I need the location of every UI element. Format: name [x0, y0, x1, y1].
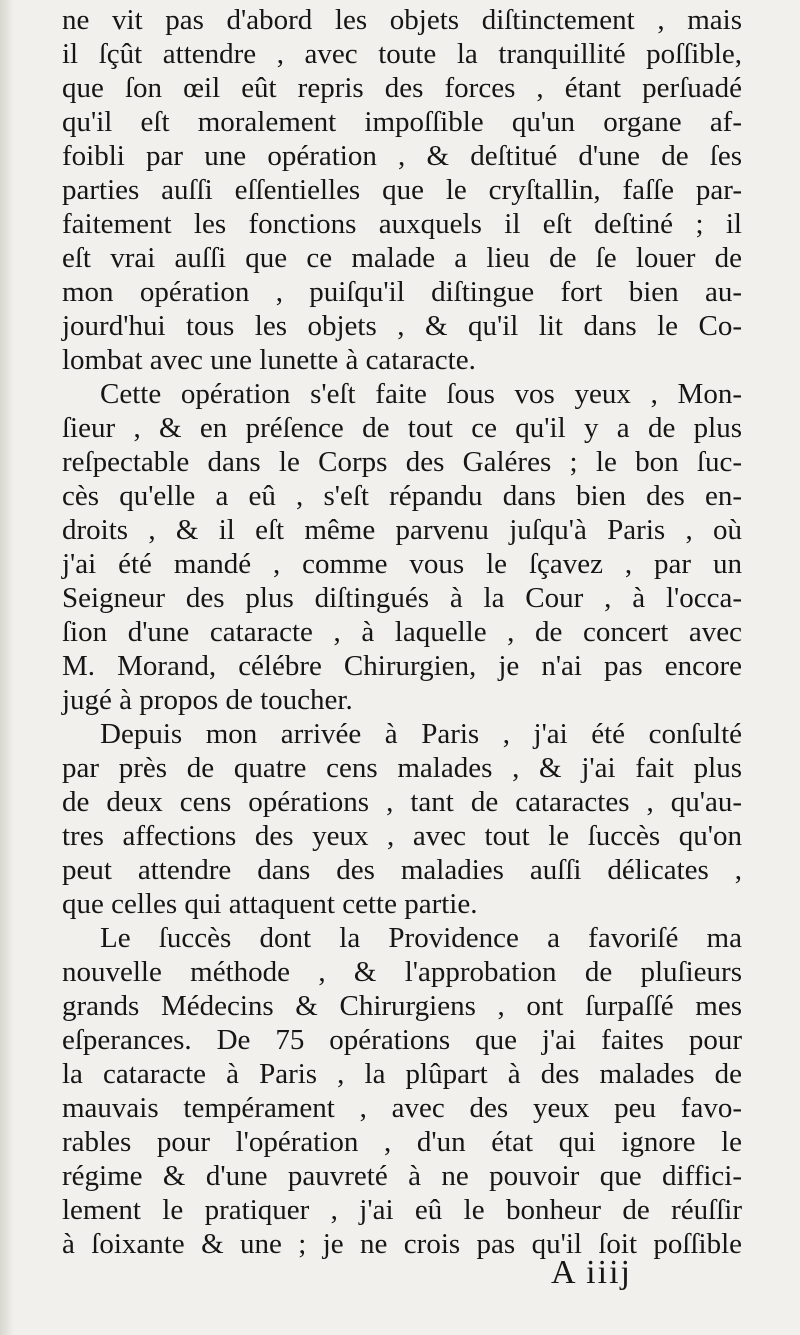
- text-line: faitement les fonctions auxquels il eſt deſtiné ; il: [62, 208, 742, 240]
- text-line: nouvelle méthode , & l'approbation de pluſieurs: [62, 956, 742, 988]
- text-line: mauvais tempérament , avec des yeux peu favo-: [62, 1092, 742, 1124]
- paragraph-3: [62, 717, 742, 921]
- text-line: foibli par une opération , & deſtitué d'une de ſes: [62, 140, 742, 172]
- paragraph-4: [62, 921, 742, 1261]
- text-line: j'ai été mandé , comme vous le ſçavez , par un: [62, 548, 742, 580]
- text-line: reſpectable dans le Corps des Galéres ; le bon ſuc-: [62, 446, 742, 478]
- text-line: que ſon œil eût repris des forces , étant perſuadé: [62, 72, 742, 104]
- text-line: mon opération , puiſqu'il diſtingue fort bien au-: [62, 276, 742, 308]
- text-line: lement le pratiquer , j'ai eû le bonheur de réuſſir: [62, 1194, 742, 1226]
- text-line: grands Médecins & Chirurgiens , ont ſurpaſſé mes: [62, 990, 742, 1022]
- text-line: peut attendre dans des maladies auſſi délicates ,: [62, 854, 742, 886]
- text-line: ſion d'une cataracte , à laquelle , de concert avec: [62, 616, 742, 648]
- text-line: la cataracte à Paris , la plûpart à des malades de: [62, 1058, 742, 1090]
- page-gutter-shadow: [0, 0, 14, 1335]
- text-line: ne vit pas d'abord les objets diſtinctement , mais: [62, 4, 742, 36]
- text-line: droits , & il eſt même parvenu juſqu'à Paris , où: [62, 514, 742, 546]
- text-line: parties auſſi eſſentielles que le cryſtallin, faſſe par-: [62, 174, 742, 206]
- text-line: il ſçût attendre , avec toute la tranquillité poſſible,: [62, 38, 742, 70]
- text-line: cès qu'elle a eû , s'eſt répandu dans bien des en-: [62, 480, 742, 512]
- page-body: [62, 0, 742, 1261]
- text-line: qu'il eſt moralement impoſſible qu'un organe af-: [62, 106, 742, 138]
- text-line: rables pour l'opération , d'un état qui ignore le: [62, 1126, 742, 1158]
- text-line: par près de quatre cens malades , & j'ai fait plus: [62, 752, 742, 784]
- text-line: ſieur , & en préſence de tout ce qu'il y a de plus: [62, 412, 742, 444]
- text-line: de deux cens opérations , tant de cataractes , qu'au-: [62, 786, 742, 818]
- text-line: Seigneur des plus diſtingués à la Cour , à l'occa-: [62, 582, 742, 614]
- text-line: M. Morand, célébre Chirurgien, je n'ai pas encore: [62, 650, 742, 682]
- text-line: Cette opération s'eſt faite ſous vos yeux , Mon-: [100, 378, 742, 410]
- text-line: jourd'hui tous les objets , & qu'il lit dans le Co-: [62, 310, 742, 342]
- text-line: jugé à propos de toucher.: [62, 684, 353, 716]
- text-line: Le ſuccès dont la Providence a favoriſé ma: [100, 922, 742, 954]
- text-line: tres affections des yeux , avec tout le ſuccès qu'on: [62, 820, 742, 852]
- text-line: régime & d'une pauvreté à ne pouvoir que diffici-: [62, 1160, 742, 1192]
- text-line: eſt vrai auſſi que ce malade a lieu de ſe louer de: [62, 242, 742, 274]
- text-line: à ſoixante & une ; je ne crois pas qu'il ſoit poſſible: [62, 1228, 742, 1260]
- text-line: que celles qui attaquent cette partie.: [62, 888, 478, 920]
- paragraph-1: [62, 3, 742, 377]
- text-line: eſperances. De 75 opérations que j'ai faites pour: [62, 1024, 742, 1056]
- signature-mark: A iiij: [551, 1254, 632, 1291]
- text-line: Depuis mon arrivée à Paris , j'ai été conſulté: [100, 718, 742, 750]
- paragraph-2: [62, 377, 742, 717]
- text-line: lombat avec une lunette à cataracte.: [62, 344, 476, 376]
